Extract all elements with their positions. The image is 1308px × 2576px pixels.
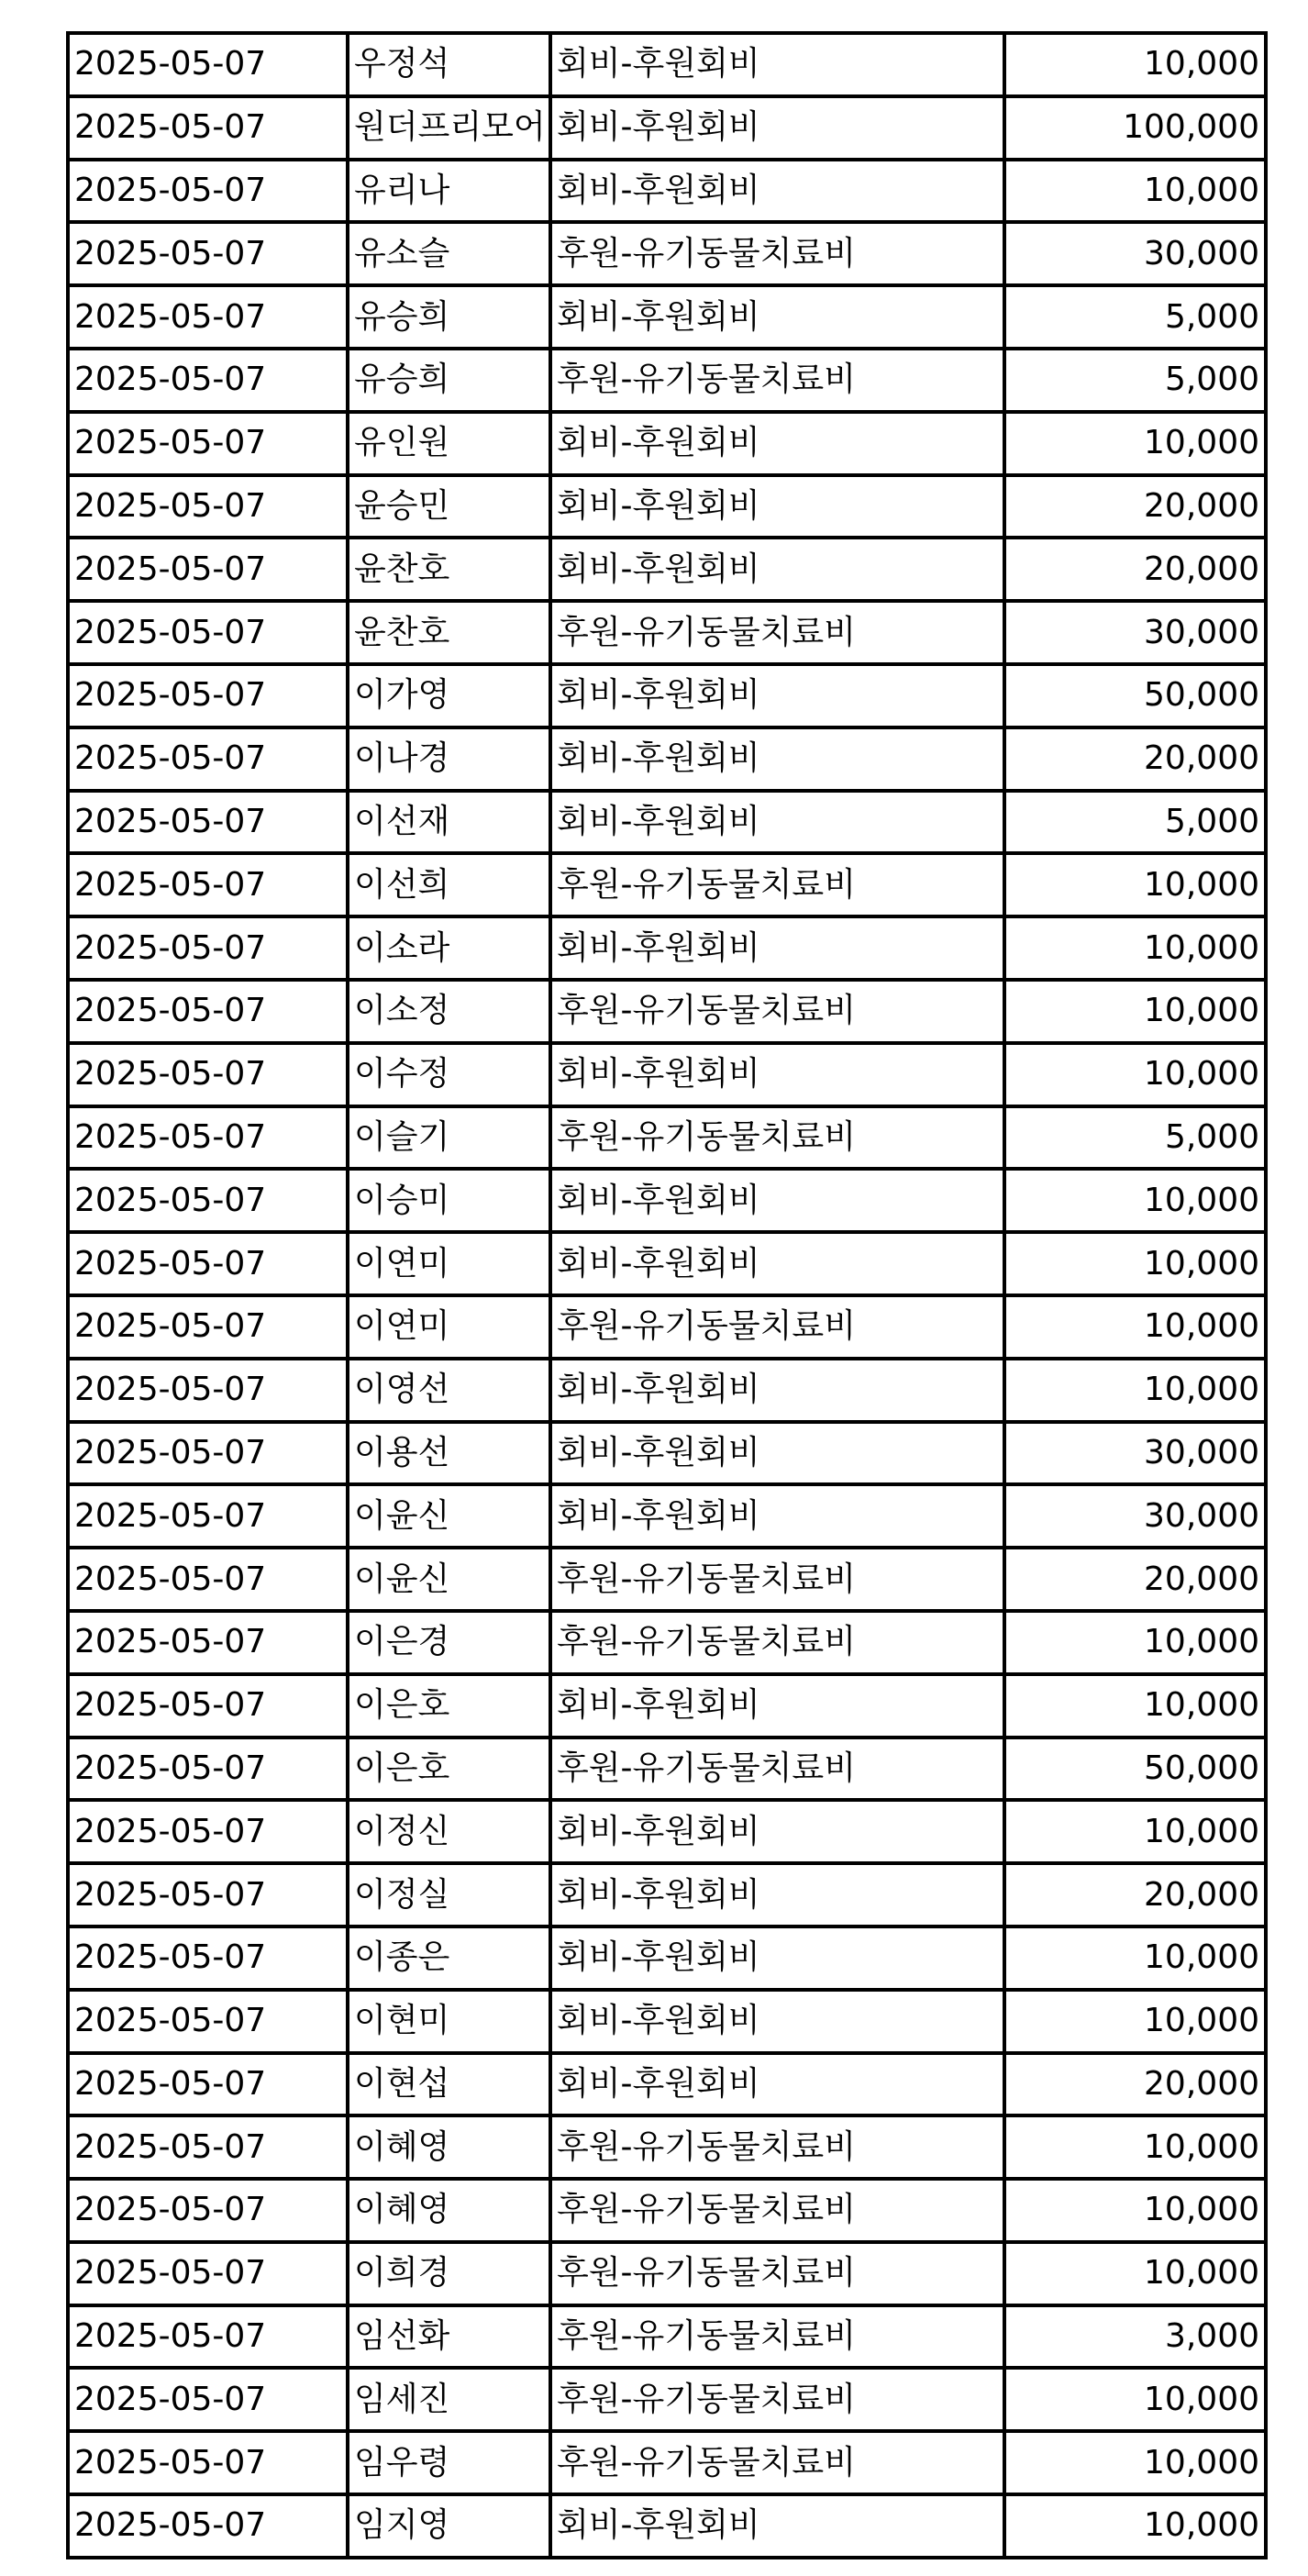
category-cell: 회비-후원회비 (550, 33, 1004, 96)
table-row (68, 349, 1266, 412)
donor-name-cell: 임지영 (348, 2494, 550, 2558)
amount-cell: 3,000 (1004, 2305, 1266, 2369)
table-row (68, 601, 1266, 664)
category-cell: 회비-후원회비 (550, 285, 1004, 349)
table-row (68, 1611, 1266, 1674)
category-cell: 회비-후원회비 (550, 538, 1004, 601)
date-cell: 2025-05-07 (68, 1990, 348, 2053)
table-row (68, 1926, 1266, 1990)
date-cell: 2025-05-07 (68, 980, 348, 1043)
date-cell: 2025-05-07 (68, 1359, 348, 1422)
donor-name-cell: 이소정 (348, 980, 550, 1043)
donor-name-cell: 이은호 (348, 1674, 550, 1738)
category-cell: 회비-후원회비 (550, 1359, 1004, 1422)
amount-cell: 10,000 (1004, 1043, 1266, 1106)
date-cell: 2025-05-07 (68, 2242, 348, 2305)
date-cell: 2025-05-07 (68, 538, 348, 601)
date-cell: 2025-05-07 (68, 1169, 348, 1232)
table-row (68, 2431, 1266, 2494)
donor-name-cell: 윤승민 (348, 475, 550, 539)
amount-cell: 20,000 (1004, 727, 1266, 791)
category-cell: 후원-유기동물치료비 (550, 222, 1004, 285)
category-cell: 회비-후원회비 (550, 1043, 1004, 1106)
table-row (68, 33, 1266, 96)
amount-cell: 10,000 (1004, 1674, 1266, 1738)
category-cell: 회비-후원회비 (550, 916, 1004, 980)
amount-cell: 100,000 (1004, 96, 1266, 160)
table-row (68, 2053, 1266, 2116)
category-cell: 후원-유기동물치료비 (550, 349, 1004, 412)
date-cell: 2025-05-07 (68, 601, 348, 664)
category-cell: 후원-유기동물치료비 (550, 1611, 1004, 1674)
date-cell: 2025-05-07 (68, 285, 348, 349)
donor-name-cell: 이은호 (348, 1738, 550, 1801)
date-cell: 2025-05-07 (68, 1422, 348, 1485)
date-cell: 2025-05-07 (68, 2115, 348, 2179)
donation-ledger-table (66, 31, 1268, 2559)
table-row (68, 1106, 1266, 1170)
amount-cell: 10,000 (1004, 1800, 1266, 1863)
donor-name-cell: 이윤신 (348, 1548, 550, 1611)
date-cell: 2025-05-07 (68, 2053, 348, 2116)
date-cell: 2025-05-07 (68, 2431, 348, 2494)
date-cell: 2025-05-07 (68, 1611, 348, 1674)
table-row (68, 285, 1266, 349)
amount-cell: 10,000 (1004, 1359, 1266, 1422)
donor-name-cell: 이슬기 (348, 1106, 550, 1170)
date-cell: 2025-05-07 (68, 1484, 348, 1548)
donor-name-cell: 이수정 (348, 1043, 550, 1106)
amount-cell: 10,000 (1004, 2179, 1266, 2242)
table-row (68, 160, 1266, 223)
donor-name-cell: 이정신 (348, 1800, 550, 1863)
amount-cell: 10,000 (1004, 2242, 1266, 2305)
donor-name-cell: 이희경 (348, 2242, 550, 2305)
table-row (68, 1548, 1266, 1611)
date-cell: 2025-05-07 (68, 916, 348, 980)
amount-cell: 10,000 (1004, 33, 1266, 96)
category-cell: 후원-유기동물치료비 (550, 1106, 1004, 1170)
category-cell: 후원-유기동물치료비 (550, 2431, 1004, 2494)
donor-name-cell: 이정실 (348, 1863, 550, 1926)
category-cell: 후원-유기동물치료비 (550, 853, 1004, 916)
amount-cell: 10,000 (1004, 916, 1266, 980)
donor-name-cell: 우정석 (348, 33, 550, 96)
amount-cell: 10,000 (1004, 1232, 1266, 1295)
date-cell: 2025-05-07 (68, 349, 348, 412)
donor-name-cell: 유승희 (348, 285, 550, 349)
amount-cell: 20,000 (1004, 1863, 1266, 1926)
amount-cell: 5,000 (1004, 791, 1266, 854)
category-cell: 회비-후원회비 (550, 2494, 1004, 2558)
table-row (68, 2494, 1266, 2558)
ledger-body (68, 33, 1266, 2558)
table-row (68, 1295, 1266, 1359)
category-cell: 후원-유기동물치료비 (550, 2115, 1004, 2179)
table-row (68, 475, 1266, 539)
table-row (68, 1484, 1266, 1548)
category-cell: 후원-유기동물치료비 (550, 1738, 1004, 1801)
category-cell: 회비-후원회비 (550, 1863, 1004, 1926)
amount-cell: 10,000 (1004, 1295, 1266, 1359)
donor-name-cell: 이소라 (348, 916, 550, 980)
amount-cell: 5,000 (1004, 1106, 1266, 1170)
donor-name-cell: 이나경 (348, 727, 550, 791)
category-cell: 회비-후원회비 (550, 1990, 1004, 2053)
date-cell: 2025-05-07 (68, 1295, 348, 1359)
amount-cell: 10,000 (1004, 2494, 1266, 2558)
donor-name-cell: 이윤신 (348, 1484, 550, 1548)
category-cell: 후원-유기동물치료비 (550, 2179, 1004, 2242)
table-row (68, 538, 1266, 601)
category-cell: 회비-후원회비 (550, 1484, 1004, 1548)
donor-name-cell: 이선재 (348, 791, 550, 854)
date-cell: 2025-05-07 (68, 1800, 348, 1863)
amount-cell: 30,000 (1004, 601, 1266, 664)
date-cell: 2025-05-07 (68, 1674, 348, 1738)
amount-cell: 10,000 (1004, 2368, 1266, 2431)
category-cell: 회비-후원회비 (550, 1169, 1004, 1232)
date-cell: 2025-05-07 (68, 33, 348, 96)
table-row (68, 980, 1266, 1043)
table-row (68, 664, 1266, 727)
category-cell: 후원-유기동물치료비 (550, 2305, 1004, 2369)
table-row (68, 1990, 1266, 2053)
amount-cell: 5,000 (1004, 285, 1266, 349)
date-cell: 2025-05-07 (68, 664, 348, 727)
category-cell: 회비-후원회비 (550, 791, 1004, 854)
category-cell: 회비-후원회비 (550, 1926, 1004, 1990)
donor-name-cell: 이영선 (348, 1359, 550, 1422)
donor-name-cell: 이혜영 (348, 2179, 550, 2242)
category-cell: 회비-후원회비 (550, 412, 1004, 475)
table-row (68, 2368, 1266, 2431)
table-row (68, 791, 1266, 854)
amount-cell: 10,000 (1004, 1990, 1266, 2053)
table-row (68, 222, 1266, 285)
date-cell: 2025-05-07 (68, 2494, 348, 2558)
category-cell: 회비-후원회비 (550, 2053, 1004, 2116)
donor-name-cell: 이은경 (348, 1611, 550, 1674)
date-cell: 2025-05-07 (68, 1043, 348, 1106)
donor-name-cell: 이가영 (348, 664, 550, 727)
donor-name-cell: 임선화 (348, 2305, 550, 2369)
category-cell: 후원-유기동물치료비 (550, 980, 1004, 1043)
date-cell: 2025-05-07 (68, 1548, 348, 1611)
table-row (68, 1359, 1266, 1422)
donor-name-cell: 이현미 (348, 1990, 550, 2053)
date-cell: 2025-05-07 (68, 727, 348, 791)
category-cell: 회비-후원회비 (550, 1674, 1004, 1738)
table-row (68, 1232, 1266, 1295)
table-row (68, 1863, 1266, 1926)
category-cell: 후원-유기동물치료비 (550, 2242, 1004, 2305)
table-row (68, 1800, 1266, 1863)
date-cell: 2025-05-07 (68, 853, 348, 916)
donor-name-cell: 이승미 (348, 1169, 550, 1232)
donor-name-cell: 이혜영 (348, 2115, 550, 2179)
date-cell: 2025-05-07 (68, 160, 348, 223)
table-row (68, 2179, 1266, 2242)
category-cell: 회비-후원회비 (550, 727, 1004, 791)
amount-cell: 10,000 (1004, 2431, 1266, 2494)
category-cell: 회비-후원회비 (550, 1800, 1004, 1863)
date-cell: 2025-05-07 (68, 1926, 348, 1990)
date-cell: 2025-05-07 (68, 1738, 348, 1801)
table-row (68, 727, 1266, 791)
donor-name-cell: 임우령 (348, 2431, 550, 2494)
amount-cell: 10,000 (1004, 412, 1266, 475)
category-cell: 후원-유기동물치료비 (550, 1295, 1004, 1359)
amount-cell: 10,000 (1004, 1926, 1266, 1990)
category-cell: 회비-후원회비 (550, 475, 1004, 539)
category-cell: 후원-유기동물치료비 (550, 2368, 1004, 2431)
date-cell: 2025-05-07 (68, 2179, 348, 2242)
donor-name-cell: 이용선 (348, 1422, 550, 1485)
date-cell: 2025-05-07 (68, 2368, 348, 2431)
table-row (68, 916, 1266, 980)
table-row (68, 1169, 1266, 1232)
donor-name-cell: 임세진 (348, 2368, 550, 2431)
category-cell: 회비-후원회비 (550, 160, 1004, 223)
date-cell: 2025-05-07 (68, 96, 348, 160)
amount-cell: 10,000 (1004, 853, 1266, 916)
date-cell: 2025-05-07 (68, 1232, 348, 1295)
amount-cell: 50,000 (1004, 664, 1266, 727)
category-cell: 후원-유기동물치료비 (550, 601, 1004, 664)
date-cell: 2025-05-07 (68, 412, 348, 475)
amount-cell: 10,000 (1004, 2115, 1266, 2179)
donor-name-cell: 이선희 (348, 853, 550, 916)
category-cell: 회비-후원회비 (550, 664, 1004, 727)
amount-cell: 20,000 (1004, 1548, 1266, 1611)
table-row (68, 1674, 1266, 1738)
donor-name-cell: 윤찬호 (348, 601, 550, 664)
table-row (68, 2305, 1266, 2369)
donor-name-cell: 원더프리모어 (348, 96, 550, 160)
amount-cell: 20,000 (1004, 2053, 1266, 2116)
date-cell: 2025-05-07 (68, 1106, 348, 1170)
amount-cell: 10,000 (1004, 980, 1266, 1043)
table-row (68, 853, 1266, 916)
category-cell: 회비-후원회비 (550, 1422, 1004, 1485)
amount-cell: 20,000 (1004, 538, 1266, 601)
amount-cell: 50,000 (1004, 1738, 1266, 1801)
donor-name-cell: 유인원 (348, 412, 550, 475)
table-row (68, 412, 1266, 475)
donor-name-cell: 이종은 (348, 1926, 550, 1990)
table-row (68, 1738, 1266, 1801)
category-cell: 회비-후원회비 (550, 1232, 1004, 1295)
amount-cell: 5,000 (1004, 349, 1266, 412)
date-cell: 2025-05-07 (68, 1863, 348, 1926)
amount-cell: 30,000 (1004, 222, 1266, 285)
donor-name-cell: 유리나 (348, 160, 550, 223)
table-row (68, 2115, 1266, 2179)
table-row (68, 1043, 1266, 1106)
donor-name-cell: 이연미 (348, 1232, 550, 1295)
donor-name-cell: 유소슬 (348, 222, 550, 285)
date-cell: 2025-05-07 (68, 791, 348, 854)
category-cell: 후원-유기동물치료비 (550, 1548, 1004, 1611)
amount-cell: 10,000 (1004, 1611, 1266, 1674)
amount-cell: 30,000 (1004, 1422, 1266, 1485)
amount-cell: 20,000 (1004, 475, 1266, 539)
amount-cell: 10,000 (1004, 160, 1266, 223)
date-cell: 2025-05-07 (68, 475, 348, 539)
donor-name-cell: 유승희 (348, 349, 550, 412)
donor-name-cell: 이연미 (348, 1295, 550, 1359)
table-row (68, 96, 1266, 160)
amount-cell: 30,000 (1004, 1484, 1266, 1548)
table-row (68, 1422, 1266, 1485)
donor-name-cell: 이현섭 (348, 2053, 550, 2116)
donor-name-cell: 윤찬호 (348, 538, 550, 601)
date-cell: 2025-05-07 (68, 2305, 348, 2369)
amount-cell: 10,000 (1004, 1169, 1266, 1232)
date-cell: 2025-05-07 (68, 222, 348, 285)
table-row (68, 2242, 1266, 2305)
category-cell: 회비-후원회비 (550, 96, 1004, 160)
